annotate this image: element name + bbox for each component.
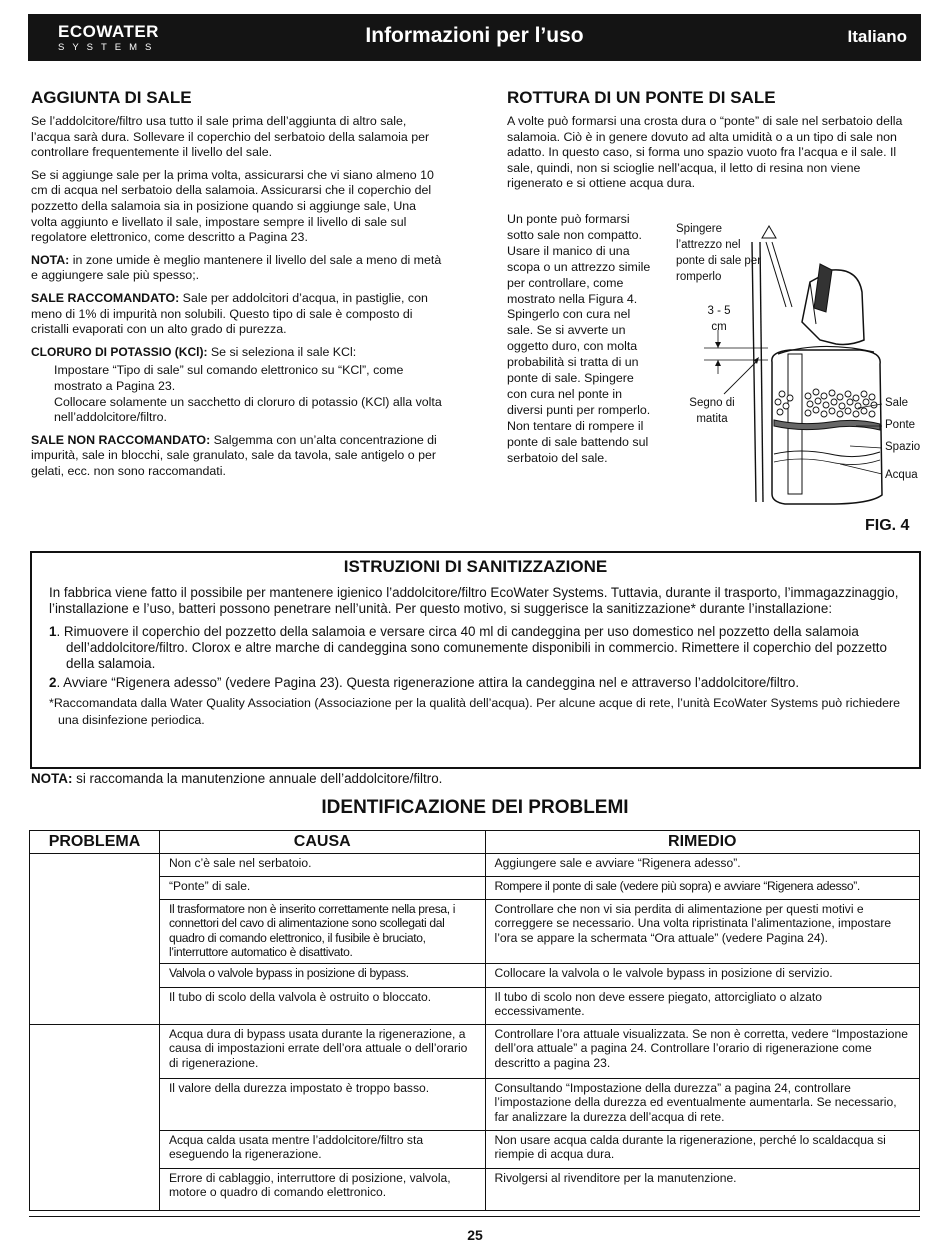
kcl-instruction: Collocare solamente un sacchetto di cloruro di potassio (KCl) alla volta nell’addolcitore/filtro. — [54, 394, 442, 425]
table-row — [30, 854, 920, 877]
recommended-salt-paragraph — [31, 291, 443, 338]
column-header-problem: PROBLEMA — [30, 831, 160, 854]
table-row — [30, 1025, 920, 1079]
figure-label-water: Acqua — [885, 469, 918, 481]
step-number: 2 — [49, 675, 57, 691]
cause-cell: “Ponte” di sale. — [159, 877, 485, 900]
table-row — [30, 1079, 920, 1131]
page-header — [28, 14, 921, 61]
cause-cell: Acqua calda usata mentre l’addolcitore/filtro sta eseguendo la rigenerazione. — [159, 1131, 485, 1169]
sanitize-intro: In fabbrica viene fatto il possibile per mantenere igienico l’addolcitore/filtro EcoWater Systems. Tuttavia, durante il trasporto, l’immagazzinaggio, l’installazione e l’uso, batteri possono penetrare nell’unità. Per questo motivo, si suggerisce la sanitizzazione* durante l’installazione: — [49, 585, 899, 617]
section-salt-bridge — [507, 88, 917, 199]
section-adding-salt — [31, 88, 443, 486]
sanitize-step-1 — [49, 624, 909, 673]
section-heading: ROTTURA DI UN PONTE DI SALE — [507, 88, 776, 107]
page-title: Informazioni per l’uso — [365, 24, 584, 47]
brand-logo-name: ECOWATER — [58, 22, 159, 41]
note-label: NOTA: — [31, 252, 70, 267]
kcl-label: CLORURO DI POTASSIO (KCl): — [31, 344, 208, 359]
footer-rule — [29, 1216, 920, 1217]
step-text: . Avviare “Rigenera adesso” (vedere Pagina 23). Questa rigenerazione attira la candeggina nel e attraverso l’addolcitore/filtro. — [56, 675, 800, 691]
paragraph: Se si aggiunge sale per la prima volta, assicurarsi che vi siano almeno 10 cm di acqua nel serbatoio della salamoia. Assicurarsi che il coperchio del pozzetto della salamoia sia in posizione quando si aggiunge sale, Una volta aggiunto e livellato il sale, impostare sempre il livello di sale sul regolatore elettronico, come descritto a Pagina 23. — [31, 167, 434, 245]
figure-4-brine-tank — [660, 212, 925, 517]
table-header-row — [30, 831, 920, 854]
remedy-cell: Aggiungere sale e avviare “Rigenera adesso”. — [485, 854, 919, 877]
box-content — [49, 585, 909, 735]
figure-caption: FIG. 4 — [865, 517, 910, 534]
table-row — [30, 900, 920, 964]
remedy-cell: Collocare la valvola o le valvole bypass in posizione di servizio. — [485, 964, 919, 988]
section-heading: AGGIUNTA DI SALE — [31, 88, 192, 107]
remedy-cell: Consultando “Impostazione della durezza” a pagina 24, controllare l’impostazione della durezza ed eventualmente aumentarla. Se necessario, far analizzare la durezza dell’acqua di rete. — [485, 1079, 919, 1131]
cause-cell: Non c’è sale nel serbatoio. — [159, 854, 485, 877]
paragraph: Un ponte può formarsi sotto sale non compatto. Usare il manico di una scopa o un attrezzo simile per controllare, come mostrato nella Figura 4. Spingerlo con cura nel sale. Se si avverte un oggetto duro, con molta probabilità si tratta di un ponte di sale. Spingere con cura nel ponte in diversi punti per romperlo. Non tentare di rompere il ponte di sale battendo sul serbatoio del sale. — [507, 212, 651, 465]
cause-cell: Valvola o valvole bypass in posizione di bypass. — [159, 964, 485, 988]
not-recommended-label: SALE NON RACCOMANDATO: — [31, 432, 211, 447]
column-header-cause: CAUSA — [159, 831, 485, 854]
problem-cell — [30, 854, 160, 1025]
table-row — [30, 877, 920, 900]
figure-label-distance: 3 - 5 cm — [707, 305, 731, 333]
recommended-salt-text: Sale per addolcitori d’acqua, in pastiglie, con meno di 1% di impurità non solubili. Questo tipo di sale è composto di cristalli evaporati con un alto grado di purezza. — [31, 290, 428, 337]
page-number: 25 — [467, 1227, 483, 1243]
step-number: 1 — [49, 623, 57, 639]
sanitization-box — [30, 551, 921, 769]
note-label: NOTA: — [31, 771, 73, 786]
cause-cell: Il valore della durezza impostato è troppo basso. — [159, 1079, 485, 1131]
note-paragraph — [31, 253, 443, 284]
remedy-cell: Rivolgersi al rivenditore per la manutenzione. — [485, 1169, 919, 1211]
table-row — [30, 988, 920, 1025]
remedy-cell: Il tubo di scolo non deve essere piegato, attorcigliato o alzato eccessivamente. — [485, 988, 919, 1025]
not-recommended-paragraph — [31, 433, 443, 480]
remedy-cell: Controllare l’ora attuale visualizzata. Se non è corretta, vedere “Impostazione dell’ora attuale” a pagina 24. Controllare l’orario di rigenerazione come descritto a pagina 23. — [485, 1025, 919, 1079]
remedy-cell: Controllare che non vi sia perdita di alimentazione per questi motivi e correggere se necessario. Una volta ripristinata l’alimentazione, impostare l’ora se appare la schermata “Ora attuale” (vedere Pagina 24). — [485, 900, 919, 964]
paragraph: Se l’addolcitore/filtro usa tutto il sale prima dell’aggiunta di altro sale, l’acqua sarà dura. Sollevare il coperchio del serbatoio della salamoia per controllare frequentemente il livello del sale. — [31, 114, 430, 160]
note-text: si raccomanda la manutenzione annuale dell’addolcitore/filtro. — [72, 771, 443, 786]
salt-bridge-instructions — [507, 212, 657, 467]
language-label: Italiano — [847, 27, 907, 46]
figure-label-pencil-mark: Segno di matita — [689, 397, 735, 425]
kcl-text: Se si seleziona il sale KCl: — [207, 344, 357, 359]
figure-label-push-tool: Spingere l’attrezzo nel ponte di sale per romperlo — [676, 223, 762, 283]
sanitize-step-2 — [49, 675, 909, 691]
figure-label-space: Spazio — [885, 441, 921, 453]
note-text: in zone umide è meglio mantenere il livello del sale a meno di metà e aggiungere sale più spesso;. — [31, 252, 442, 283]
cause-cell: Acqua dura di bypass usata durante la rigenerazione, a causa di impostazioni errate dell’ora attuale o dell’orario di rigenerazione. — [159, 1025, 485, 1079]
kcl-paragraph — [31, 345, 443, 361]
brand-logo-subtitle: SYSTEMS — [58, 42, 160, 53]
box-heading: ISTRUZIONI DI SANITIZZAZIONE — [343, 557, 608, 576]
maintenance-note — [31, 771, 442, 786]
cause-cell: Il trasformatore non è inserito correttamente nella presa, i connettori del cavo di alimentazione sono scollegati dal quadro di comando elettronico, il fusibile è bruciato, l’interruttore automatico è disattivato. — [159, 900, 485, 964]
table-row — [30, 1131, 920, 1169]
kcl-instruction: Impostare “Tipo di sale” sul comando elettronico su “KCl”, come mostrato a Pagina 23. — [54, 363, 404, 393]
cause-cell: Il tubo di scolo della valvola è ostruito o bloccato. — [159, 988, 485, 1025]
recommended-salt-label: SALE RACCOMANDATO: — [31, 290, 180, 305]
figure-label-salt: Sale — [885, 397, 909, 409]
column-header-remedy: RIMEDIO — [485, 831, 919, 854]
paragraph: A volte può formarsi una crosta dura o “ponte” di sale nel serbatoio della salamoia. Ciò è in genere dovuto ad alta umidità o a un tipo di sale non adatto. In questo caso, si forma uno spazio vuoto fra l’acqua e il sale. Il sale, quindi, non si scioglie nell’acqua, il letto di resina non viene rigenerato e si ottiene acqua dura. — [507, 114, 903, 191]
not-recommended-text: Salgemma con un’alta concentrazione di impurità, sale in blocchi, sale granulato, sale da tavola, sale antigelo o per gelati, ecc. non sono raccomandati. — [31, 432, 437, 478]
problem-cell — [30, 1025, 160, 1211]
remedy-cell: Rompere il ponte di sale (vedere più sopra) e avviare “Rigenera adesso”. — [485, 877, 919, 900]
troubleshooting-table — [29, 830, 920, 1211]
troubleshooting-heading: IDENTIFICAZIONE DEI PROBLEMI — [321, 797, 629, 818]
figure-label-bridge: Ponte — [885, 419, 916, 431]
table-row — [30, 1169, 920, 1211]
step-text: . Rimuovere il coperchio del pozzetto della salamoia e versare circa 40 ml di candeggina per uso domestico nel pozzetto della salamoia dell’addolcitore/filtro. Clorox e altre marche di candeggina sono comunemente disponibili in commercio. Rimettere il coperchio del pozzetto della salamoia. — [56, 623, 887, 672]
sanitize-footnote: *Raccomandata dalla Water Quality Association (Associazione per la qualità dell’acqua). Per alcune acque di rete, l’unità EcoWater Systems può richiedere una disinfezione periodica. — [49, 695, 901, 727]
table-row — [30, 964, 920, 988]
cause-cell: Errore di cablaggio, interruttore di posizione, valvola, motore o quadro di comando elettronico. — [159, 1169, 485, 1211]
remedy-cell: Non usare acqua calda durante la rigenerazione, perché lo scaldacqua si riempie di acqua dura. — [485, 1131, 919, 1169]
